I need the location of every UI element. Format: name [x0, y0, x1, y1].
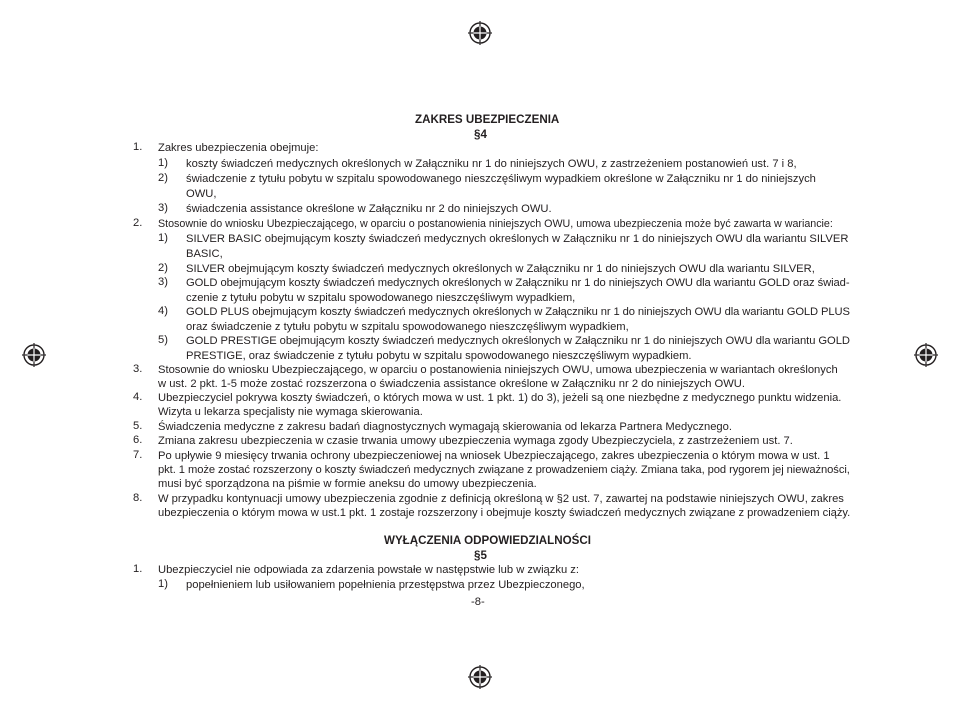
- item-number: 3.: [133, 363, 143, 375]
- subitem-text: PRESTIGE, oraz świadczenie z tytułu pobytu w szpitalu spowodowanego nieszczęśliwym wypadkiem.: [186, 350, 692, 362]
- subitem-text: SILVER BASIC obejmującym koszty świadczeń medycznych określonych w Załączniku nr 1 do niniejszych OWU dla wariantu SILVER: [186, 233, 849, 245]
- page-number: -8-: [471, 596, 485, 608]
- paragraph-text: Wizyta u lekarza specjalisty nie wymaga skierowania.: [158, 406, 423, 418]
- paragraph-text: W przypadku kontynuacji umowy ubezpieczenia zgodnie z definicją określoną w §2 ust. 7, zawartej na podstawie niniejszych OWU, zakres: [158, 493, 844, 505]
- section-title: ZAKRES UBEZPIECZENIA: [415, 113, 560, 126]
- item-number: 8.: [133, 492, 143, 504]
- item-number: 4.: [133, 391, 143, 403]
- paragraph-text: Stosownie do wniosku Ubezpieczającego, w oparciu o postanowienia niniejszych OWU, umowa ubezpieczenia może być zawarta w wariancie:: [158, 218, 833, 230]
- paragraph-text: Zmiana zakresu ubezpieczenia w czasie trwania umowy ubezpieczenia wymaga zgody Ubezpieczyciela, z zastrzeżeniem ust. 7.: [158, 435, 793, 447]
- subitem-number: 1): [158, 232, 168, 244]
- subitem-number: 1): [158, 157, 168, 169]
- section-paragraph-mark: §4: [474, 128, 487, 141]
- subitem-text: SILVER obejmującym koszty świadczeń medycznych określonych w Załączniku nr 1 do niniejszych OWU dla wariantu SILVER,: [186, 263, 815, 275]
- subitem-number: 5): [158, 334, 168, 346]
- subitem-number: 1): [158, 578, 168, 590]
- paragraph-text: musi być sporządzona na piśmie w formie aneksu do umowy ubezpieczenia.: [158, 478, 537, 490]
- paragraph-text: Ubezpieczyciel pokrywa koszty świadczeń, o których mowa w ust. 1 pkt. 1) do 3), jeżeli są one niezbędne z medycznego punktu widzenia.: [158, 392, 842, 404]
- subitem-text: GOLD PLUS obejmującym koszty świadczeń medycznych określonych w Załączniku nr 1 do niniejszych OWU dla wariantu GOLD PLUS: [186, 306, 850, 318]
- subitem-text: GOLD obejmującym koszty świadczeń medycznych określonych w Załączniku nr 1 do niniejszych OWU dla wariantu GOLD oraz świad-: [186, 277, 850, 289]
- item-number: 1.: [133, 563, 143, 575]
- paragraph-text: w ust. 2 pkt. 1-5 może zostać rozszerzona o świadczenia assistance określone w Załączniku nr 2 do niniejszych OWU.: [158, 378, 745, 390]
- subitem-text: świadczenia assistance określone w Załączniku nr 2 do niniejszych OWU.: [186, 203, 552, 215]
- subitem-text: czenie z tytułu pobytu w szpitalu spowodowanego nieszczęśliwym wypadkiem,: [186, 292, 576, 304]
- paragraph-text: Po upływie 9 miesięcy trwania ochrony ubezpieczeniowej na wniosek Ubezpieczającego, zakres ubezpieczenia o którym mowa w ust. 1: [158, 450, 830, 462]
- section-paragraph-mark: §5: [474, 549, 487, 562]
- item-number: 6.: [133, 434, 143, 446]
- subitem-text: GOLD PRESTIGE obejmującym koszty świadczeń medycznych określonych w Załączniku nr 1 do niniejszych OWU dla wariantu GOLD: [186, 335, 850, 347]
- subitem-number: 3): [158, 202, 168, 214]
- subitem-text: oraz świadczenie z tytułu pobytu w szpitalu spowodowanego nieszczęśliwym wypadkiem,: [186, 321, 629, 333]
- subitem-text: OWU,: [186, 188, 217, 200]
- item-number: 2.: [133, 217, 143, 229]
- subitem-number: 3): [158, 276, 168, 288]
- paragraph-text: pkt. 1 może zostać rozszerzony o koszty świadczeń medycznych związane z prowadzeniem ciąży. Zmiana taka, pod rygorem jej nieważności,: [158, 464, 850, 476]
- subitem-text: popełnieniem lub usiłowaniem popełnienia przestępstwa przez Ubezpieczonego,: [186, 579, 585, 591]
- paragraph-text: Ubezpieczyciel nie odpowiada za zdarzenia powstałe w następstwie lub w związku z:: [158, 564, 579, 576]
- item-number: 1.: [133, 141, 143, 153]
- paragraph-text: Zakres ubezpieczenia obejmuje:: [158, 142, 319, 154]
- section-title: WYŁĄCZENIA ODPOWIEDZIALNOŚCI: [384, 534, 591, 547]
- subitem-text: BASIC,: [186, 248, 223, 260]
- subitem-text: świadczenie z tytułu pobytu w szpitalu spowodowanego nieszczęśliwym wypadkiem określone w Załączniku nr 1 do niniejszych: [186, 173, 816, 185]
- subitem-number: 2): [158, 172, 168, 184]
- paragraph-text: Stosownie do wniosku Ubezpieczającego, w oparciu o postanowienia niniejszych OWU, umowa ubezpieczenia w wariantach określonych: [158, 364, 838, 376]
- subitem-number: 4): [158, 305, 168, 317]
- item-number: 7.: [133, 449, 143, 461]
- item-number: 5.: [133, 420, 143, 432]
- subitem-number: 2): [158, 262, 168, 274]
- paragraph-text: ubezpieczenia o którym mowa w ust.1 pkt. 1 zostaje rozszerzony i obejmuje koszty świadczeń medycznych związane z prowadzeniem ciąży.: [158, 507, 851, 519]
- paragraph-text: Świadczenia medyczne z zakresu badań diagnostycznych wymagają skierowania od lekarza Partnera Medycznego.: [158, 421, 732, 433]
- subitem-text: koszty świadczeń medycznych określonych w Załączniku nr 1 do niniejszych OWU, z zastrzeżeniem postanowień ust. 7 i 8,: [186, 158, 797, 170]
